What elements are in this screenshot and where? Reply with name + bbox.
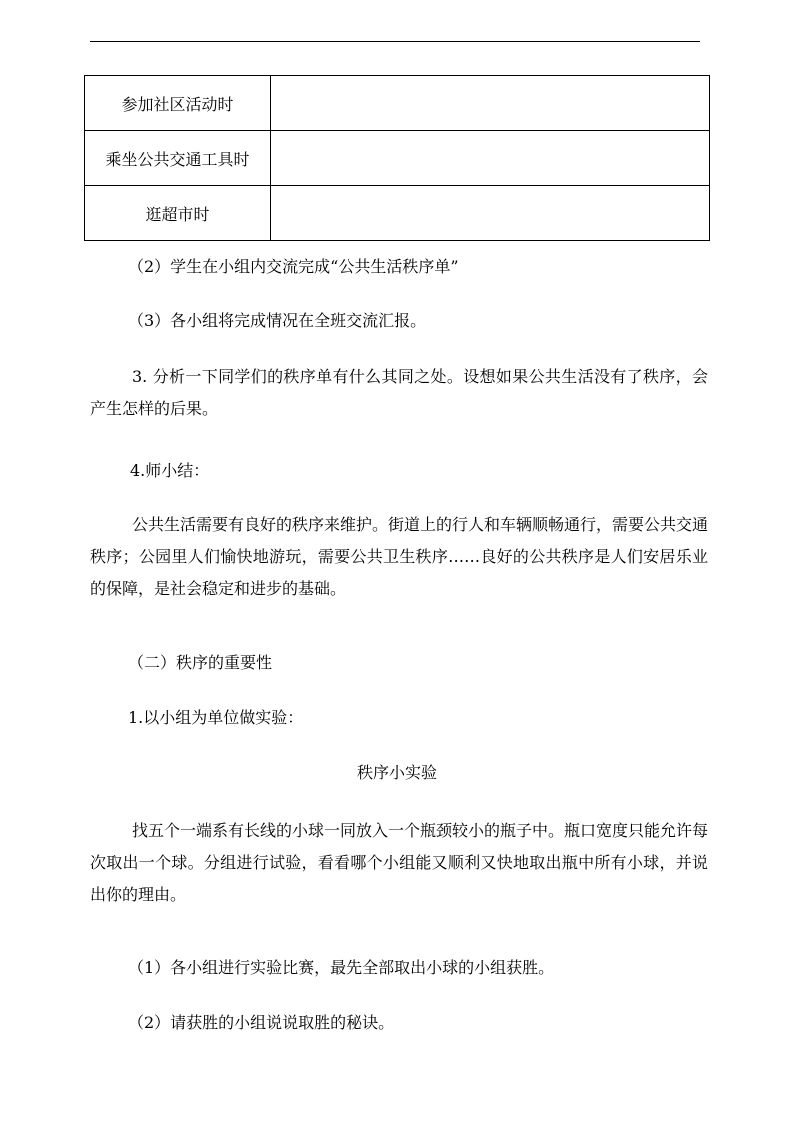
teacher-summary-heading: 4.师小结： — [130, 461, 210, 480]
table-row-label: 逛超市时 — [85, 186, 271, 241]
experiment-step-1: （1）各小组进行实验比赛，最先全部取出小球的小组获胜。 — [128, 958, 555, 977]
section-heading: （二）秩序的重要性 — [128, 653, 273, 672]
table-row — [85, 76, 710, 131]
table-row-label: 参加社区活动时 — [85, 76, 271, 131]
table-row-value — [271, 186, 710, 241]
experiment-description: 找五个一端系有长线的小球一同放入一个瓶颈较小的瓶子中。瓶口宽度只能允许每次取出一个球。分组进行试验，看看哪个小组能又顺利又快地取出瓶中所有小球，并说出你的理由。 — [90, 821, 709, 904]
experiment-title: 秩序小实验 — [356, 763, 437, 782]
step-3-paragraph: （3）各小组将完成情况在全班交流汇报。 — [128, 311, 427, 330]
header-rule — [90, 41, 700, 42]
step-2-paragraph: （2）学生在小组内交流完成“公共生活秩序单” — [128, 257, 459, 276]
summary-paragraph: 公共生活需要有良好的秩序来维护。街道上的行人和车辆顺畅通行，需要公共交通秩序；公园里人们愉快地游玩，需要公共卫生秩序……良好的公共秩序是人们安居乐业的保障，是社会稳定和进步的基础。 — [90, 515, 709, 598]
experiment-intro: 1.以小组为单位做实验： — [128, 708, 304, 727]
table-row-value — [271, 76, 710, 131]
table-row — [85, 131, 710, 186]
table-row — [85, 186, 710, 241]
analysis-paragraph: 3. 分析一下同学们的秩序单有什么其同之处。设想如果公共生活没有了秩序，会产生怎样的后果。 — [90, 367, 708, 418]
public-order-table — [84, 75, 710, 241]
table-row-value — [271, 131, 710, 186]
experiment-step-2: （2）请获胜的小组说说取胜的秘诀。 — [128, 1013, 395, 1032]
table-row-label: 乘坐公共交通工具时 — [85, 131, 271, 186]
